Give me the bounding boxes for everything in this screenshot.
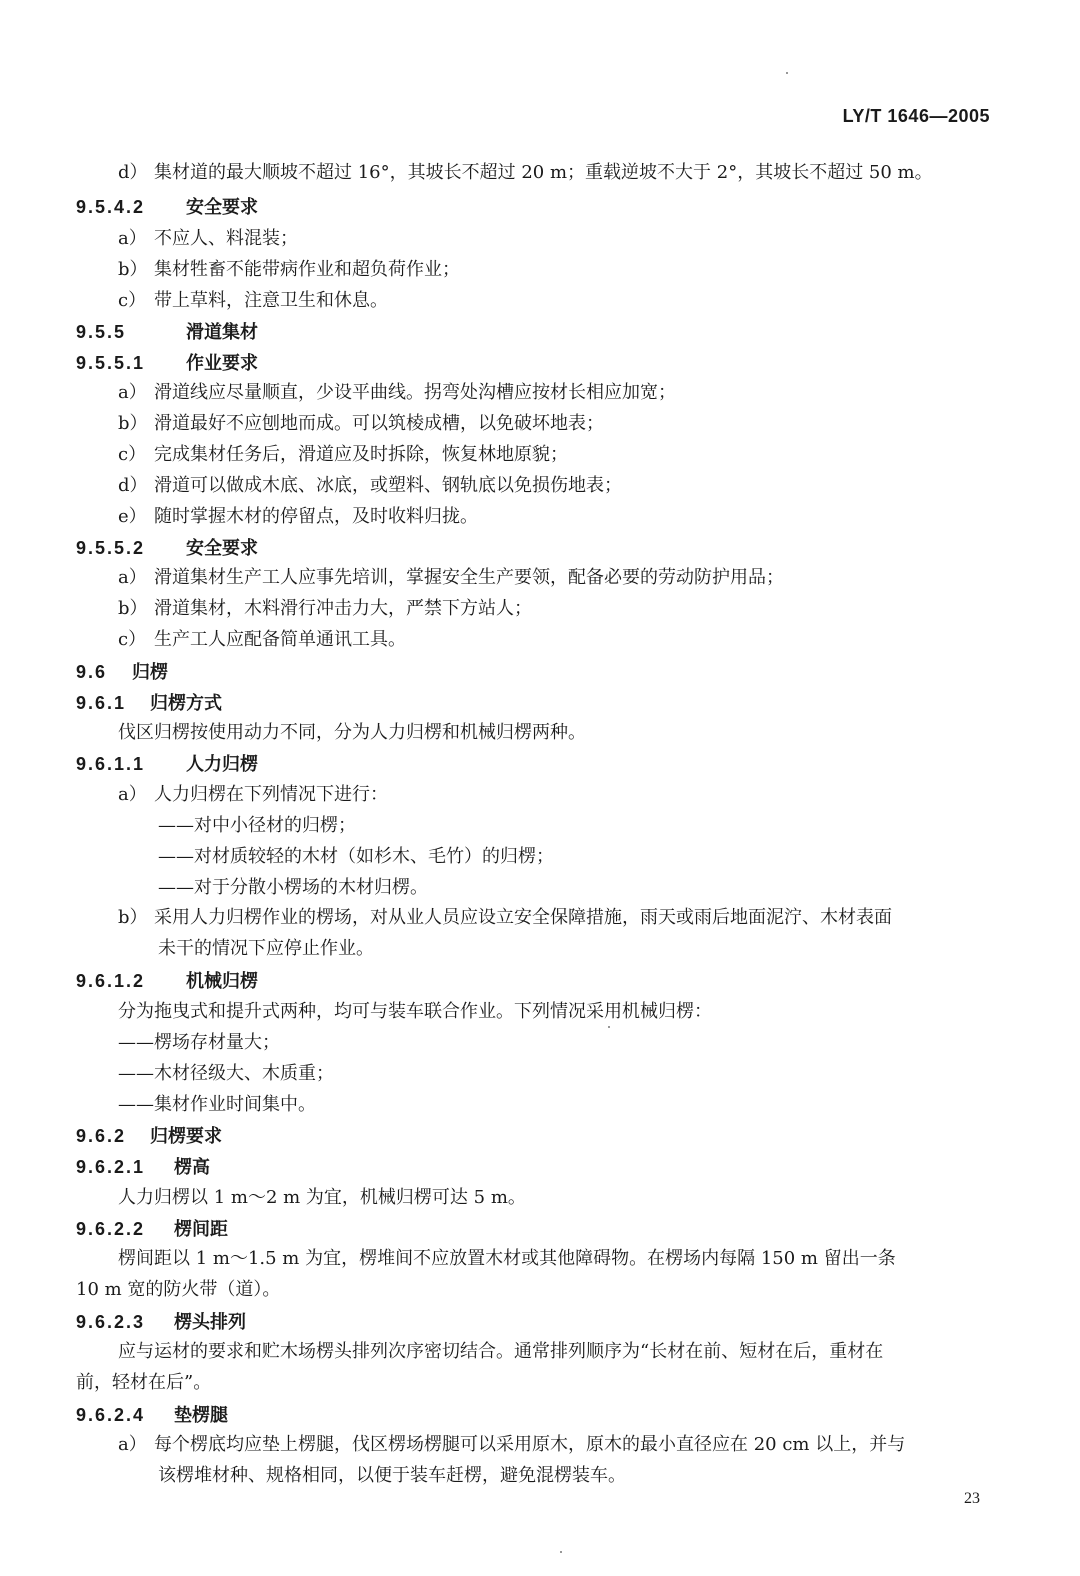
list-item — [118, 259, 460, 281]
paragraph: 伐区归楞按使用动力不同，分为人力归楞和机械归楞两种。 — [118, 722, 586, 743]
section-title: 楞高 — [174, 1157, 210, 1178]
list-marker: b） — [118, 907, 148, 928]
paragraph: 前，轻材在后”。 — [76, 1372, 212, 1393]
list-text: 滑道集材，木料滑行冲击力大，严禁下方站人； — [154, 598, 532, 619]
list-item — [118, 228, 298, 250]
section-number: 9.6.2.3 — [76, 1312, 146, 1332]
section-title: 归楞 — [132, 662, 168, 683]
section-heading — [76, 1404, 228, 1427]
dash-item: ——对中小径材的归楞； — [158, 815, 356, 836]
list-marker: b） — [118, 259, 148, 280]
list-marker: c） — [118, 629, 147, 650]
section-number: 9.5.4.2 — [76, 197, 146, 217]
paragraph: 分为拖曳式和提升式两种，均可与装车联合作业。下列情况采用机械归楞： — [118, 1001, 712, 1022]
paragraph: 人力归楞以 1 m～2 m 为宜，机械归楞可达 5 m。 — [118, 1187, 526, 1208]
list-marker: b） — [118, 413, 148, 434]
section-heading — [76, 970, 258, 993]
section-title: 作业要求 — [186, 353, 258, 374]
section-title: 归楞要求 — [150, 1126, 222, 1147]
section-title: 楞间距 — [174, 1219, 228, 1240]
section-heading — [76, 1156, 210, 1179]
section-heading — [76, 661, 168, 684]
section-heading — [76, 537, 258, 560]
list-text: 集材牲畜不能带病作业和超负荷作业； — [154, 259, 460, 280]
section-heading — [76, 1125, 222, 1148]
list-item — [118, 1434, 905, 1456]
section-heading — [76, 196, 258, 219]
section-heading — [76, 1311, 246, 1334]
section-title: 滑道集材 — [186, 322, 258, 343]
list-marker: c） — [118, 290, 147, 311]
list-text: 带上草料，注意卫生和休息。 — [154, 290, 388, 311]
list-item — [118, 567, 784, 589]
dash-item: ——对于分散小楞场的木材归楞。 — [158, 877, 428, 898]
section-heading — [76, 321, 258, 344]
section-number: 9.6 — [76, 662, 108, 682]
section-heading — [76, 1218, 228, 1241]
list-item — [118, 907, 892, 929]
list-marker: d） — [118, 162, 148, 183]
list-text: 滑道可以做成木底、冰底，或塑料、钢轨底以免损伤地表； — [154, 475, 622, 496]
list-item — [118, 382, 676, 404]
section-number: 9.6.2.4 — [76, 1405, 146, 1425]
section-heading — [76, 753, 258, 776]
list-marker: a） — [118, 228, 147, 249]
section-number: 9.6.1 — [76, 693, 127, 713]
section-title: 机械归楞 — [186, 971, 258, 992]
scan-speck — [786, 72, 788, 74]
section-number: 9.6.1.2 — [76, 971, 146, 991]
section-title: 人力归楞 — [186, 754, 258, 775]
dash-item: ——木材径级大、木质重； — [118, 1063, 334, 1084]
list-text: 随时掌握木材的停留点，及时收料归拢。 — [154, 506, 478, 527]
section-number: 9.6.2.2 — [76, 1219, 146, 1239]
paragraph: 楞间距以 1 m～1.5 m 为宜，楞堆间不应放置木材或其他障碍物。在楞场内每隔 150 m 留出一条 — [118, 1248, 896, 1269]
list-text: 不应人、料混装； — [154, 228, 298, 249]
list-text: 滑道最好不应刨地而成。可以筑棱成槽，以免破坏地表； — [154, 413, 604, 434]
scan-speck — [608, 1026, 610, 1028]
section-number: 9.6.1.1 — [76, 754, 146, 774]
list-marker: a） — [118, 784, 147, 805]
section-title: 楞头排列 — [174, 1312, 246, 1333]
section-number: 9.5.5 — [76, 322, 127, 342]
list-item — [118, 290, 388, 312]
list-text: 每个楞底均应垫上楞腿，伐区楞场楞腿可以采用原木，原木的最小直径应在 20 cm 以上，并与 — [154, 1434, 906, 1455]
list-item — [118, 444, 568, 466]
section-number: 9.6.2 — [76, 1126, 127, 1146]
list-text: 人力归楞在下列情况下进行： — [154, 784, 388, 805]
list-marker: a） — [118, 567, 147, 588]
list-item — [118, 413, 604, 435]
list-item — [118, 784, 388, 806]
section-title: 安全要求 — [186, 538, 258, 559]
page-number: 23 — [964, 1490, 980, 1507]
list-item — [118, 598, 532, 620]
section-number: 9.5.5.2 — [76, 538, 146, 558]
list-text: 滑道线应尽量顺直，少设平曲线。拐弯处沟槽应按材长相应加宽； — [154, 382, 676, 403]
list-marker: d） — [118, 475, 148, 496]
section-title: 安全要求 — [186, 197, 258, 218]
section-heading — [76, 352, 258, 375]
section-heading — [76, 692, 222, 715]
dash-item: ——楞场存材量大； — [118, 1032, 280, 1053]
list-text: 集材道的最大顺坡不超过 16°，其坡长不超过 20 m；重载逆坡不大于 2°，其坡长不超过 50 m。 — [154, 162, 933, 183]
paragraph: 未干的情况下应停止作业。 — [158, 938, 374, 959]
paragraph: 该楞堆材种、规格相同，以便于装车赶楞，避免混楞装车。 — [158, 1465, 626, 1486]
scan-speck — [560, 1551, 562, 1553]
section-title: 垫楞腿 — [174, 1405, 228, 1426]
list-text: 完成集材任务后，滑道应及时拆除，恢复林地原貌； — [154, 444, 568, 465]
section-number: 9.6.2.1 — [76, 1157, 146, 1177]
list-item — [118, 629, 406, 651]
list-marker: b） — [118, 598, 148, 619]
standard-code: LY/T 1646—2005 — [842, 106, 990, 126]
list-marker: a） — [118, 1434, 147, 1455]
list-text: 采用人力归楞作业的楞场，对从业人员应设立安全保障措施，雨天或雨后地面泥泞、木材表面 — [154, 907, 892, 928]
list-item — [118, 506, 478, 528]
paragraph: 应与运材的要求和贮木场楞头排列次序密切结合。通常排列顺序为“长材在前、短材在后，重材在 — [118, 1341, 884, 1362]
dash-item: ——对材质较轻的木材（如杉木、毛竹）的归楞； — [158, 846, 554, 867]
list-item — [118, 162, 933, 184]
list-marker: e） — [118, 506, 147, 527]
list-marker: a） — [118, 382, 147, 403]
section-title: 归楞方式 — [150, 693, 222, 714]
section-number: 9.5.5.1 — [76, 353, 146, 373]
paragraph: 10 m 宽的防火带（道）。 — [76, 1279, 281, 1300]
dash-item: ——集材作业时间集中。 — [118, 1094, 316, 1115]
list-text: 滑道集材生产工人应事先培训，掌握安全生产要领，配备必要的劳动防护用品； — [154, 567, 784, 588]
list-text: 生产工人应配备简单通讯工具。 — [154, 629, 406, 650]
list-marker: c） — [118, 444, 147, 465]
list-item — [118, 475, 622, 497]
